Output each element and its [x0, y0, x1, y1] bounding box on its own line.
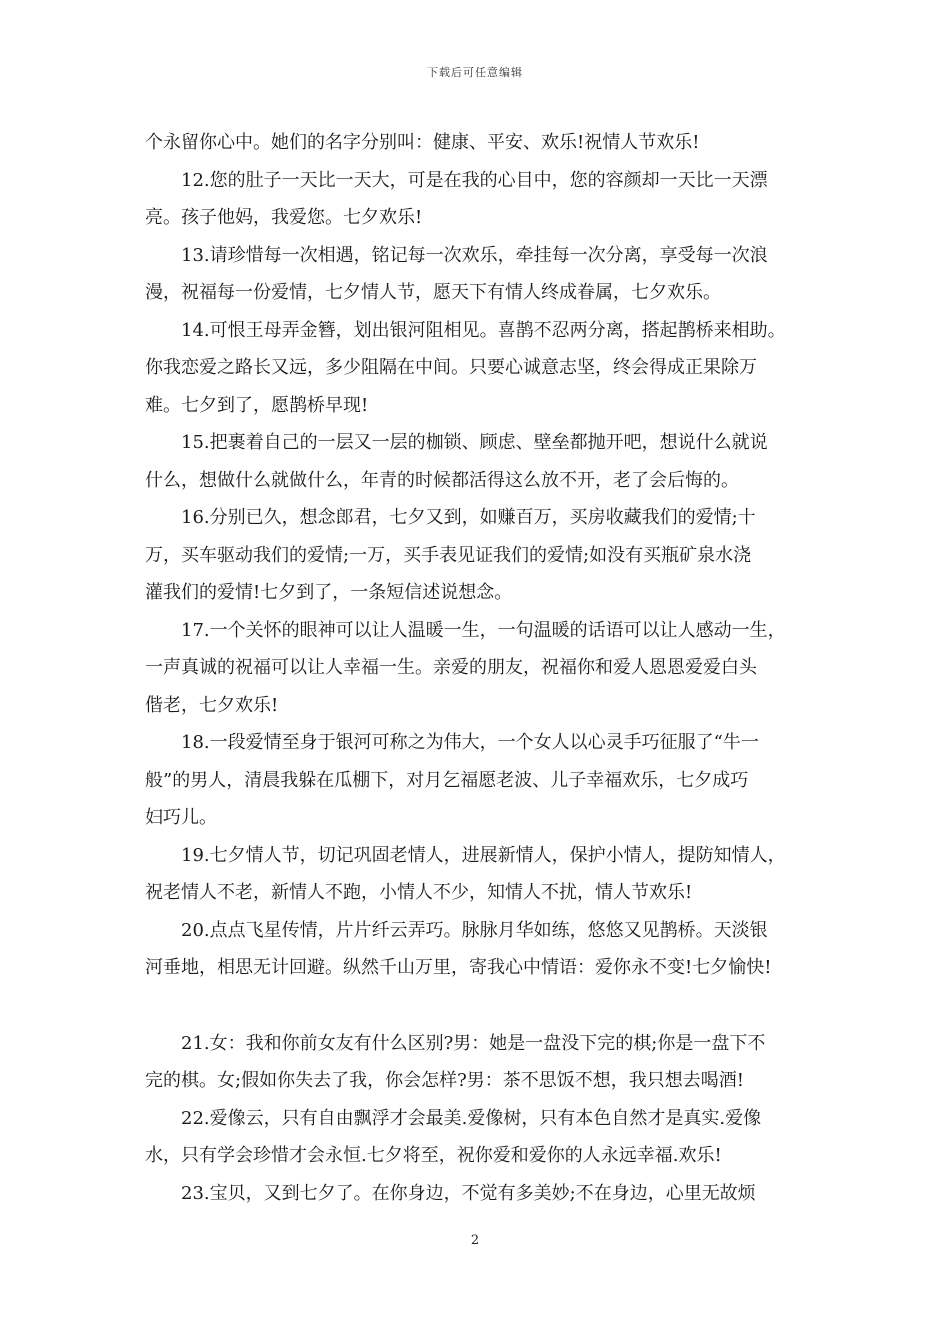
- paragraph: 20.点点飞星传情，片片纤云弄巧。脉脉月华如练，悠悠又见鹊桥。天淡银 河垂地，相思无计回避。纵然千山万里，寄我心中情语：爱你永不变!七夕愉快!: [145, 919, 772, 978]
- page-header: 下载后可任意编辑: [427, 66, 523, 79]
- paragraph: 18.一段爱情至身于银河可称之为伟大，一个女人以心灵手巧征服了“牛一 般”的男人，清晨我躲在瓜棚下，对月乞福愿老波、儿子幸福欢乐，七夕成巧 妇巧儿。: [145, 732, 759, 828]
- paragraph: 17.一个关怀的眼神可以让人温暖一生，一句温暖的话语可以让人感动一生， 一声真诚的祝福可以让人幸福一生。亲爱的朋友，祝福你和爱人恩恩爱爱白头 偕老，七夕欢乐!: [145, 619, 786, 716]
- paragraph: 15.把裹着自己的一层又一层的枷锁、顾虑、壁垒都抛开吧，想说什么就说 什么，想做什么就做什么，年青的时候都活得这么放不开，老了会后悔的。: [145, 432, 768, 491]
- paragraph: 12.您的肚子一天比一天大，可是在我的心目中，您的容颜却一天比一天漂 亮。孩子他妈，我爱您。七夕欢乐!: [145, 169, 768, 228]
- paragraph: 21.女：我和你前女友有什么区别?男：她是一盘没下完的棋;你是一盘下不 完的棋。女;假如你失去了我，你会怎样?男：茶不思饭不想，我只想去喝酒!: [145, 1032, 766, 1091]
- paragraph: 13.请珍惜每一次相遇，铭记每一次欢乐，牵挂每一次分离，享受每一次浪 漫，祝福每一份爱情，七夕情人节，愿天下有情人终成眷属，七夕欢乐。: [145, 244, 768, 303]
- paragraph: 14.可恨王母弄金簪，划出银河阻相见。喜鹊不忍两分离，搭起鹊桥来相助。 你我恋爱之路长又远，多少阻隔在中间。只要心诚意志坚，终会得成正果除万 难。七夕到了，愿鹊桥早现!: [145, 319, 786, 416]
- paragraph: 22.爱像云，只有自由飘浮才会最美.爱像树，只有本色自然才是真实.爱像 水，只有学会珍惜才会永恒.七夕将至，祝你爱和爱你的人永远幸福.欢乐!: [145, 1107, 762, 1166]
- paragraph: 23.宝贝，又到七夕了。在你身边，不觉有多美妙;不在身边，心里无故烦: [181, 1182, 756, 1204]
- paragraph: 个永留你心中。她们的名字分别叫：健康、平安、欢乐!祝情人节欢乐!: [145, 132, 700, 153]
- document-body: [145, 124, 805, 1212]
- paragraph: 16.分别已久，想念郎君，七夕又到，如赚百万，买房收藏我们的爱情;十 万，买车驱动我们的爱情;一万，买手表见证我们的爱情;如没有买瓶矿泉水浇 灌我们的爱情!七夕到了，一条短信述说想念。: [145, 507, 756, 603]
- paragraph: 19.七夕情人节，切记巩固老情人，进展新情人，保护小情人，提防知情人， 祝老情人不老，新情人不跑，小情人不少，知情人不扰，情人节欢乐!: [145, 844, 786, 903]
- page-number: 2: [470, 1233, 480, 1248]
